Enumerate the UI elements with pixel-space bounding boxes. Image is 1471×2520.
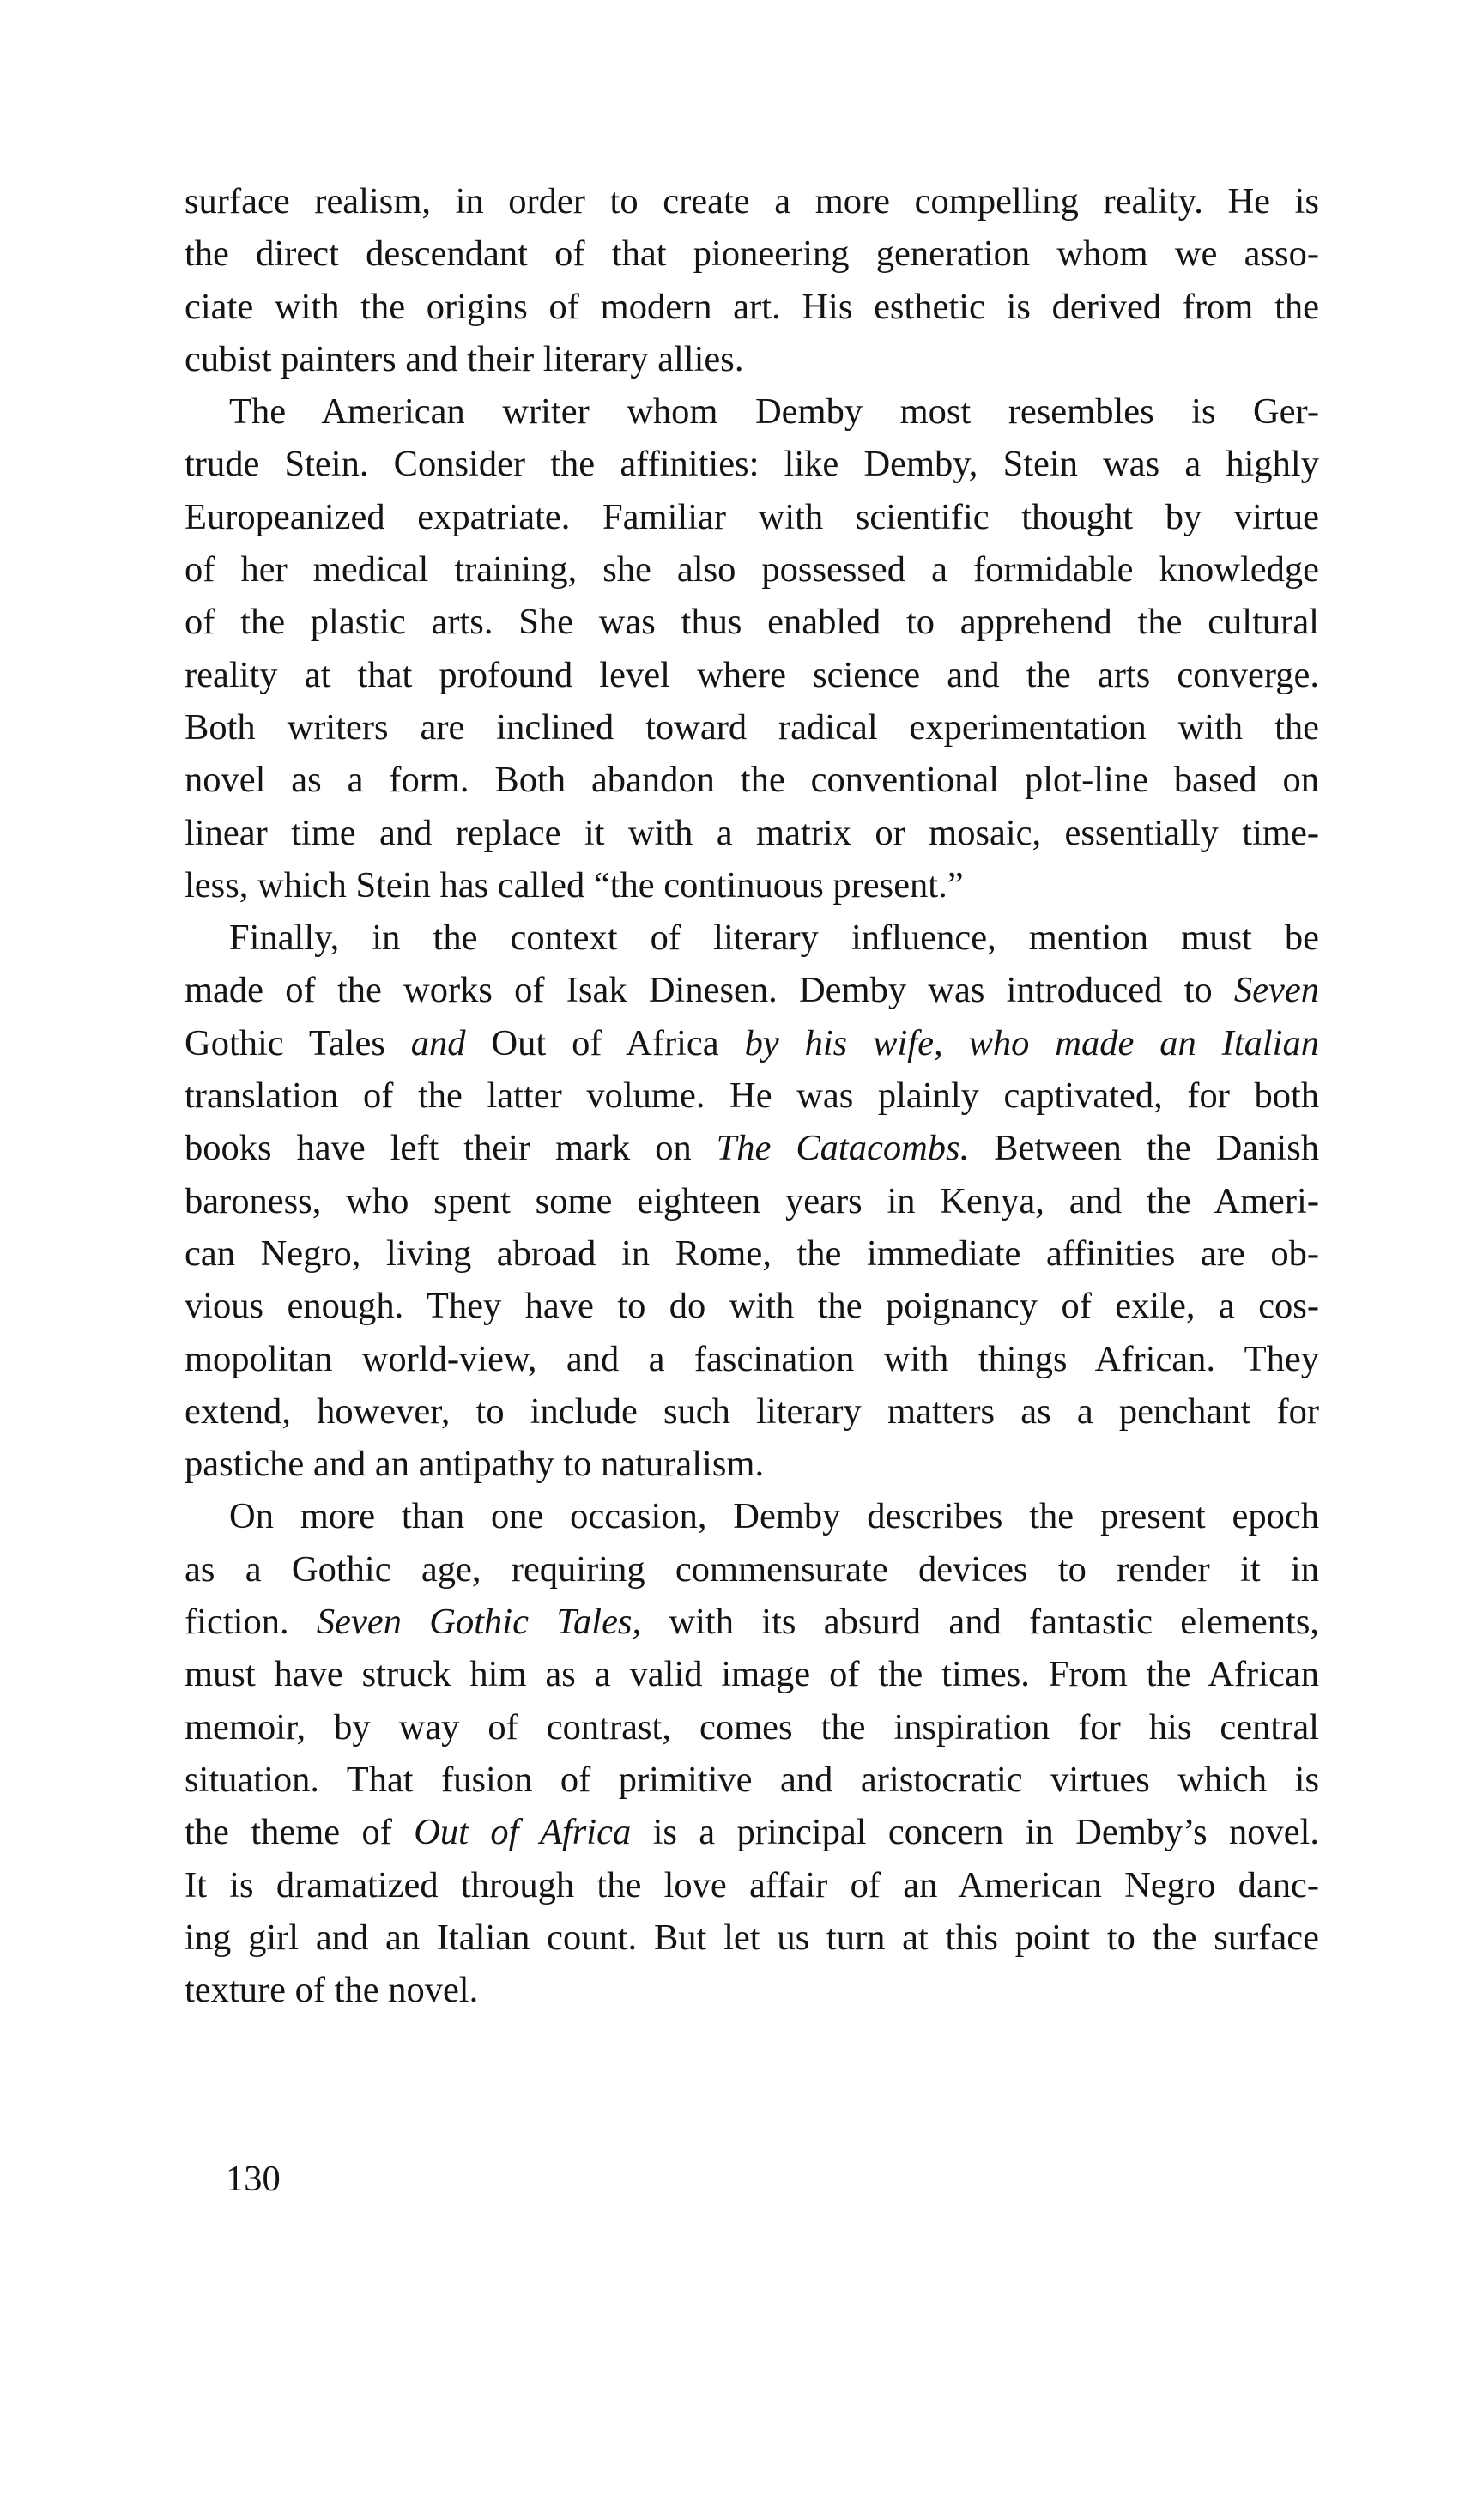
text-segment: Both writers are inclined toward radical experimentation with the — [185, 706, 1319, 748]
text-segment: translation of the latter volume. He was plainly captivated, for both — [185, 1075, 1319, 1117]
text-segment: cubist painters and their literary allies. — [185, 338, 744, 379]
text-segment: texture of the novel. — [185, 1970, 479, 2011]
text-line — [185, 807, 1319, 859]
text-segment: less, which Stein has called “the continuous present.” — [185, 864, 964, 906]
text-line — [185, 1596, 1319, 1648]
text-line — [185, 1648, 1319, 1700]
text-line — [185, 1227, 1319, 1280]
text-line — [185, 175, 1319, 227]
text-segment: must have struck him as a valid image of the times. From the African — [185, 1654, 1319, 1695]
text-segment: vious enough. They have to do with the poignancy of exile, a cos- — [185, 1286, 1319, 1327]
text-line — [185, 1543, 1319, 1596]
text-line — [185, 281, 1319, 333]
text-line — [185, 1701, 1319, 1754]
text-line — [185, 1490, 1319, 1542]
text-segment: the direct descendant of that pioneering generation whom we asso- — [185, 233, 1319, 275]
text-segment: Out of Africa — [491, 1022, 719, 1063]
text-line — [185, 491, 1319, 543]
text-segment: mopolitan world-view, and a fascination with things African. They — [185, 1338, 1319, 1379]
italic-title: Seven — [1233, 970, 1319, 1011]
text-segment: surface realism, in order to create a more compelling reality. He is — [185, 181, 1319, 221]
text-segment: the theme of — [185, 1812, 415, 1853]
italic-title: Out of Africa — [414, 1812, 632, 1853]
italic-title: Seven Gothic Tales, — [316, 1602, 642, 1643]
paragraph — [185, 912, 1319, 1490]
text-line — [185, 596, 1319, 648]
text-line — [185, 1438, 1319, 1490]
page-number: 130 — [226, 2159, 281, 2199]
text-line — [185, 859, 1319, 912]
italic-title: and — [384, 1022, 492, 1063]
text-segment: pastiche and an antipathy to naturalism. — [185, 1444, 765, 1485]
text-segment: extend, however, to include such literary matters as a penchant for — [185, 1390, 1319, 1432]
text-line — [185, 1911, 1319, 1964]
page-body — [185, 175, 1319, 2016]
text-segment: trude Stein. Consider the affinities: like Demby, Stein was a highly — [185, 444, 1319, 485]
text-segment: Europeanized expatriate. Familiar with scientific thought by virtue — [185, 496, 1319, 537]
text-segment: made of the works of Isak Dinesen. Demby was introduced to — [185, 970, 1234, 1011]
text-line — [185, 333, 1319, 385]
text-segment: ing girl and an Italian count. But let us turn at this point to the surface — [185, 1917, 1319, 1958]
text-line — [185, 1333, 1319, 1385]
text-segment: fiction. — [185, 1602, 317, 1643]
text-line — [185, 1069, 1319, 1122]
text-segment: linear time and replace it with a matrix or mosaic, essentially time- — [185, 812, 1319, 853]
text-segment: memoir, by way of contrast, comes the inspiration for his central — [185, 1706, 1319, 1748]
paragraph — [185, 385, 1319, 912]
text-segment: ciate with the origins of modern art. His esthetic is derived from the — [185, 286, 1319, 327]
text-line — [185, 1385, 1319, 1438]
text-segment: situation. That fusion of primitive and aristocratic virtues which is — [185, 1759, 1319, 1800]
text-line — [185, 1859, 1319, 1911]
text-segment: On more than one occasion, Demby describes the present epoch — [229, 1496, 1319, 1537]
text-segment: The American writer whom Demby most resembles is Ger- — [229, 391, 1319, 433]
text-segment: reality at that profound level where science and the arts converge. — [185, 654, 1319, 695]
italic-title: The Catacombs. — [716, 1128, 970, 1169]
text-line — [185, 701, 1319, 754]
paragraph — [185, 1490, 1319, 2016]
paragraph — [185, 175, 1319, 385]
text-line — [185, 1017, 1319, 1069]
text-line — [185, 1175, 1319, 1227]
text-line — [185, 1964, 1319, 2016]
text-segment: is a principal concern in Demby’s novel. — [631, 1812, 1320, 1853]
text-segment: can Negro, living abroad in Rome, the immediate affinities are ob- — [185, 1233, 1319, 1274]
text-segment: books have left their mark on — [185, 1128, 717, 1169]
text-segment: novel as a form. Both abandon the conventional plot-line based on — [185, 760, 1319, 801]
text-line — [185, 649, 1319, 701]
text-segment: of the plastic arts. She was thus enabled to apprehend the cultural — [185, 602, 1319, 643]
text-line — [185, 438, 1319, 490]
text-segment: It is dramatized through the love affair of an American Negro danc- — [185, 1864, 1319, 1905]
text-line — [185, 227, 1319, 280]
text-line — [185, 912, 1319, 964]
text-segment: baroness, who spent some eighteen years in Kenya, and the Ameri- — [185, 1180, 1319, 1221]
text-line — [185, 1122, 1319, 1174]
text-segment: as a Gothic age, requiring commensurate devices to render it in — [185, 1548, 1319, 1590]
text-segment: Between the Danish — [969, 1128, 1320, 1169]
text-line — [185, 1754, 1319, 1806]
text-segment: Gothic Tales — [185, 1022, 385, 1063]
text-line — [185, 1280, 1319, 1332]
italic-title: by his wife, who made an Italian — [718, 1022, 1319, 1063]
text-segment: of her medical training, she also possessed a formidable knowledge — [185, 549, 1319, 591]
text-segment: Finally, in the context of literary influence, mention must be — [229, 918, 1319, 959]
text-line — [185, 543, 1319, 596]
text-line — [185, 754, 1319, 806]
text-line — [185, 964, 1319, 1016]
text-segment: with its absurd and fantastic elements, — [641, 1602, 1319, 1643]
text-line — [185, 385, 1319, 438]
text-line — [185, 1806, 1319, 1858]
